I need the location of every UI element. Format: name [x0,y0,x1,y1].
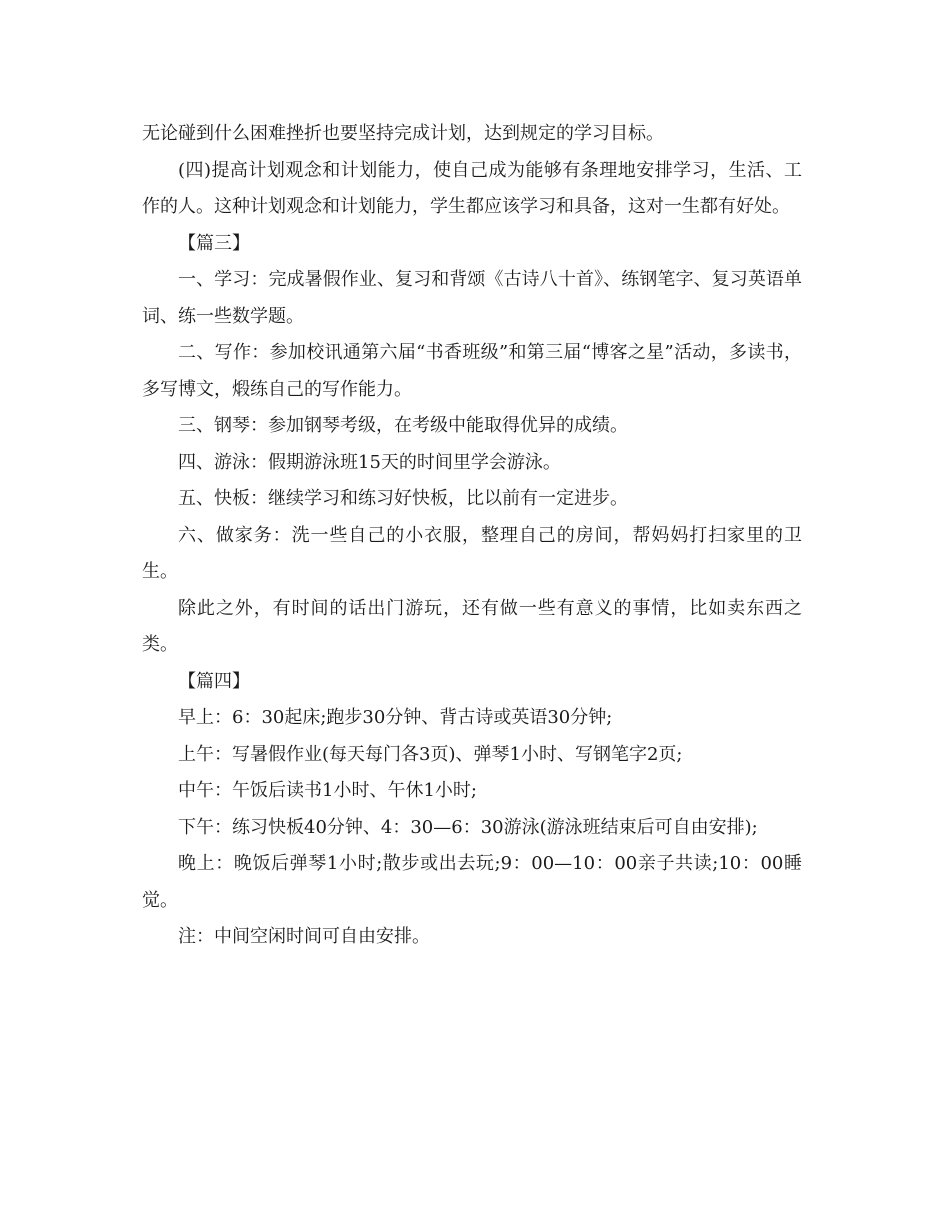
paragraph-section-four: (四)提高计划观念和计划能力，使自己成为能够有条理地安排学习，生活、工作的人。这种计划观念和计划能力，学生都应该学习和具备，这对一生都有好处。 [142,159,802,217]
schedule-morning: 早上：6：30起床;跑步30分钟、背古诗或英语30分钟; [178,707,613,728]
schedule-noon: 中午：午饭后读书1小时、午休1小时; [178,780,477,801]
paragraph-writing: 二、写作：参加校讯通第六届“书香班级”和第三届“博客之星”活动，多读书，多写博文，煅练自己的写作能力。 [142,342,802,400]
heading-part-three: 【篇三】 [178,232,250,254]
paragraph-study: 一、学习：完成暑假作业、复习和背颂《古诗八十首》、练钢笔字、复习英语单词、练一些数学题。 [142,269,802,327]
paragraph-piano: 三、钢琴：参加钢琴考级，在考级中能取得优异的成绩。 [178,415,628,436]
schedule-evening: 晚上：晚饭后弹琴1小时;散步或出去玩;9：00—10：00亲子共读;10：00睡觉。 [142,853,802,911]
paragraph-besides: 除此之外，有时间的话出门游玩，还有做一些有意义的事情，比如卖东西之类。 [142,597,802,655]
paragraph-continuation: 无论碰到什么困难挫折也要坚持完成计划，达到规定的学习目标。 [142,123,664,144]
schedule-forenoon: 上午：写暑假作业(每天每门各3页)、弹琴1小时、写钢笔字2页; [178,743,683,765]
schedule-afternoon: 下午：练习快板40分钟、4：30—6：30游泳(游泳班结束后可自由安排); [178,816,758,838]
paragraph-kuaiban: 五、快板：继续学习和练习好快板，比以前有一定进步。 [178,488,628,509]
paragraph-swimming: 四、游泳：假期游泳班15天的时间里学会游泳。 [178,451,561,473]
heading-part-four: 【篇四】 [178,670,250,692]
schedule-note: 注：中间空闲时间可自由安排。 [178,926,430,947]
paragraph-housework: 六、做家务：洗一些自己的小衣服，整理自己的房间，帮妈妈打扫家里的卫生。 [142,524,802,582]
document-body [142,116,802,956]
